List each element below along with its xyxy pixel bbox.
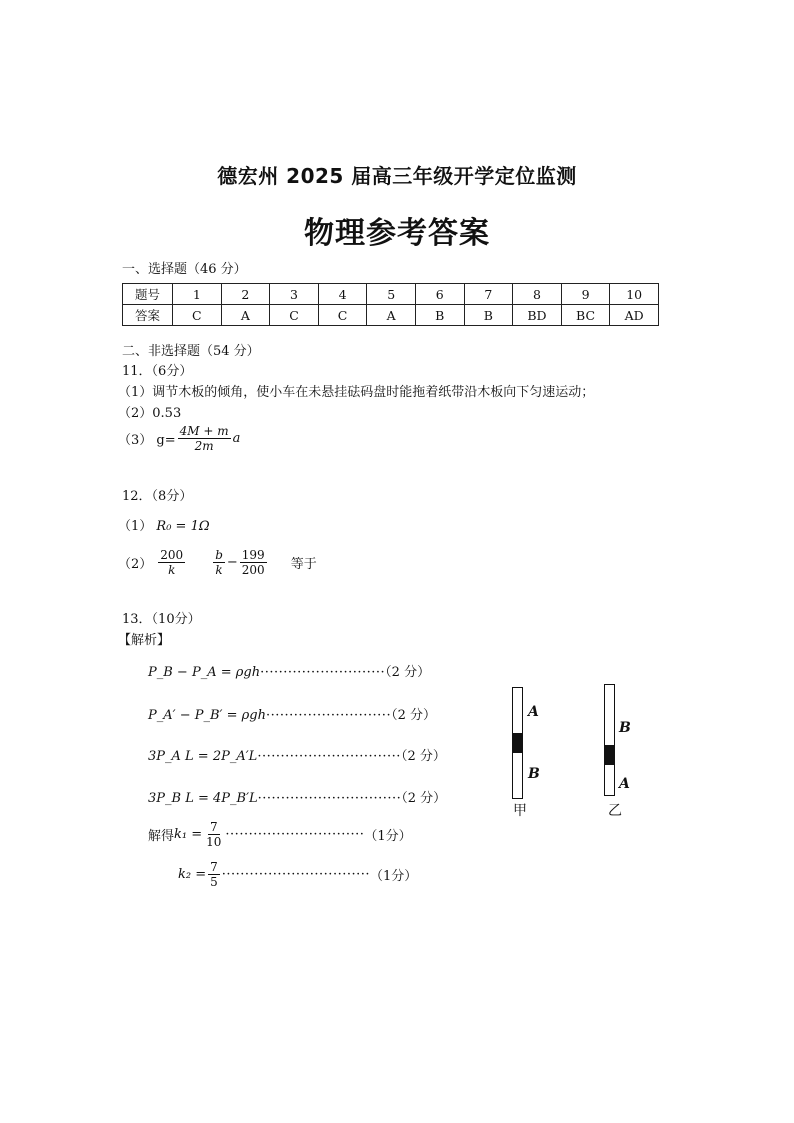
question-number: 3: [270, 284, 319, 305]
q12-fraction-2: [213, 548, 225, 577]
fraction-denominator: k: [215, 563, 223, 577]
caption-right: 乙: [608, 803, 622, 819]
leader-dots: ···························: [266, 708, 392, 723]
question-number: 6: [415, 284, 464, 305]
row-header-number: 题号: [123, 284, 173, 305]
table-row: [123, 305, 659, 326]
k1-fraction: [204, 820, 223, 849]
equation-expr: 3P_B L = 4P_B′L: [148, 791, 258, 806]
q12-answer-2-suffix: 等于: [290, 557, 317, 572]
fraction-numerator: 4M + m: [179, 424, 229, 438]
label-left-bottom: B: [528, 766, 540, 782]
answer-cell: AD: [610, 305, 659, 326]
leader-dots: ································: [221, 867, 370, 882]
q11-fraction: [178, 424, 231, 453]
q11-answer-1: （1）调节木板的倾角，使小车在未悬挂砝码盘时能拖着纸带沿木板向下匀速运动；: [118, 385, 595, 400]
equation-expr: 3P_A L = 2P_A′L: [148, 749, 258, 764]
score: （1分）: [370, 869, 418, 884]
q11-answer-3: [118, 424, 240, 453]
caption-left: 甲: [513, 803, 527, 819]
leader-dots: ···························: [260, 665, 386, 680]
fraction-numerator: 7: [210, 860, 218, 874]
result-k2: [178, 860, 417, 889]
analysis-heading: 【解析】: [118, 633, 171, 648]
document-subtitle: 物理参考答案: [304, 216, 490, 251]
score: （2 分）: [400, 749, 446, 764]
fraction-denominator: 200: [241, 563, 265, 577]
question-number: 2: [221, 284, 270, 305]
label-right-bottom: A: [619, 776, 630, 792]
leader-dots: ······························: [225, 827, 365, 842]
answer-cell: C: [318, 305, 367, 326]
fraction-denominator: 10: [206, 835, 222, 849]
leader-dots: ·······························: [257, 749, 401, 764]
question-number: 8: [513, 284, 562, 305]
label-left-top: A: [528, 704, 539, 720]
fraction-numerator: b: [215, 548, 223, 562]
fraction-denominator: k: [168, 563, 176, 577]
question-number: 10: [610, 284, 659, 305]
q12-answer-1-expr: R₀ = 1Ω: [156, 519, 210, 534]
q13-label: 13．（10分）: [122, 612, 201, 627]
q12-answer-2-prefix: （2）: [118, 557, 153, 572]
section1-heading: 一、选择题（46 分）: [122, 262, 247, 277]
question-number: 5: [367, 284, 416, 305]
question-number: 1: [173, 284, 222, 305]
score: （1分）: [364, 829, 412, 844]
q12-fraction-1: [158, 548, 185, 577]
section2-heading: 二、非选择题（54 分）: [122, 344, 260, 359]
answer-cell: C: [173, 305, 222, 326]
q12-fraction-3: [240, 548, 267, 577]
answer-table: [122, 283, 659, 326]
fraction-numerator: 199: [241, 548, 265, 562]
q11-answer-2: （2）0.53: [118, 406, 182, 421]
answer-cell: B: [464, 305, 513, 326]
question-number: 4: [318, 284, 367, 305]
q11-answer-3-prefix: （3） g=: [118, 433, 176, 448]
question-number: 7: [464, 284, 513, 305]
fraction-denominator: 2m: [194, 439, 214, 453]
minus-sign: −: [226, 555, 238, 570]
equation-expr: P_A′ − P_B′ = ρgh: [148, 708, 266, 723]
answer-cell: A: [367, 305, 416, 326]
k1-symbol: k₁ =: [174, 827, 203, 842]
equation-line: [148, 787, 446, 806]
score: （2 分）: [391, 708, 436, 723]
row-header-answer: 答案: [123, 305, 173, 326]
fraction-numerator: 7: [209, 820, 218, 834]
k2-fraction: [208, 860, 220, 889]
q11-label: 11．（6分）: [122, 364, 193, 379]
mercury-column-right: [605, 745, 614, 765]
leader-dots: ·······························: [257, 791, 402, 806]
question-number: 9: [561, 284, 610, 305]
answer-cell: A: [221, 305, 270, 326]
q12-answer-1: [118, 515, 210, 534]
q12-label: 12．（8分）: [122, 489, 193, 504]
solve-prefix: 解得: [148, 829, 175, 844]
equation-line: [148, 661, 430, 680]
fraction-denominator: 5: [210, 875, 218, 889]
answer-cell: B: [415, 305, 464, 326]
score: （2 分）: [385, 665, 431, 680]
answer-cell: BC: [561, 305, 610, 326]
k2-symbol: k₂ =: [178, 867, 207, 882]
result-k1: [148, 820, 412, 849]
mercury-column-left: [513, 733, 522, 753]
label-right-top: B: [619, 720, 631, 736]
equation-line: [148, 704, 436, 723]
document-title: 德宏州 2025 届高三年级开学定位监测: [217, 164, 577, 188]
q12-answer-2: [118, 548, 317, 577]
score: （2 分）: [401, 791, 447, 806]
q11-answer-3-suffix: a: [232, 431, 241, 446]
table-row: [123, 284, 659, 305]
answer-cell: BD: [513, 305, 562, 326]
tube-right: [604, 684, 615, 796]
fraction-numerator: 200: [160, 548, 184, 562]
equation-expr: P_B − P_A = ρgh: [148, 665, 261, 680]
answer-cell: C: [270, 305, 319, 326]
equation-line: [148, 745, 446, 764]
q12-answer-1-prefix: （1）: [118, 519, 153, 534]
